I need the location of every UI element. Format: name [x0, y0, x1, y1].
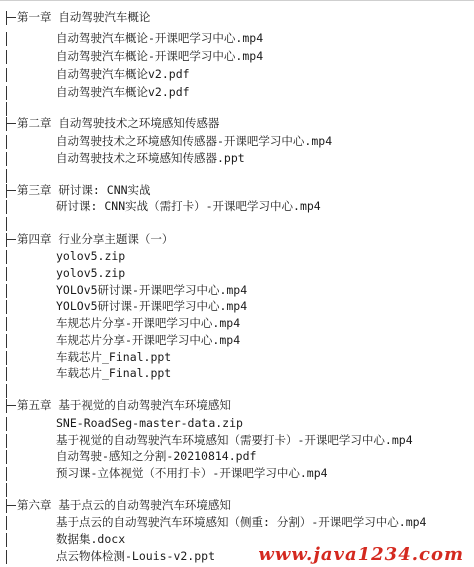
tree-branch-line: [6, 384, 7, 398]
file-name: 预习课-立体视觉（不用打卡）-开课吧学习中心.mp4: [56, 466, 328, 480]
tree-branch-line: [6, 399, 7, 413]
tree-branch-line: [6, 533, 7, 547]
tree-branch-line: [6, 334, 7, 348]
tree-branch-line: [6, 351, 7, 365]
tree-branch-line: [6, 267, 7, 281]
tree-branch-line: [6, 11, 7, 25]
tree-branch-line: [6, 152, 7, 166]
file-name: YOLOv5研讨课-开课吧学习中心.mp4: [56, 283, 248, 297]
tree-branch-line: [6, 367, 7, 381]
tree-branch-line: [6, 483, 7, 497]
file-name: 车规芯片分享-开课吧学习中心.mp4: [56, 316, 241, 330]
file-name: 点云物体检测-Louis-v2.ppt: [56, 549, 216, 563]
file-name: 自动驾驶汽车概论v2.pdf: [56, 67, 190, 81]
file-name: 自动驾驶技术之环境感知传感器.ppt: [56, 151, 245, 165]
file-name: 自动驾驶汽车概论-开课吧学习中心.mp4: [56, 31, 264, 45]
tree-branch-line: [6, 68, 7, 82]
chapter-title: 第四章 行业分享主题课（一）: [17, 232, 174, 246]
file-name: 自动驾驶汽车概论-开课吧学习中心.mp4: [56, 49, 264, 63]
file-name: 车载芯片_Final.ppt: [56, 366, 172, 380]
tree-branch-line: [6, 300, 7, 314]
tree-branch-line: [6, 50, 7, 64]
chapter-title: 第六章 基于点云的自动驾驶汽车环境感知: [17, 498, 231, 512]
chapter-title: 第五章 基于视觉的自动驾驶汽车环境感知: [17, 398, 231, 412]
tree-branch-line: [6, 102, 7, 116]
tree-branch-line: [6, 505, 16, 506]
tree-branch-line: [6, 250, 7, 264]
file-name: 自动驾驶-感知之分割-20210814.pdf: [56, 449, 257, 463]
file-name: 数据集.docx: [56, 532, 126, 546]
tree-branch-line: [6, 499, 7, 513]
site-watermark: www.java1234.com: [258, 544, 464, 565]
chapter-title: 第二章 自动驾驶技术之环境感知传感器: [17, 116, 220, 130]
file-name: SNE-RoadSeg-master-data.zip: [56, 416, 243, 430]
tree-branch-line: [6, 32, 7, 46]
tree-branch-line: [6, 117, 7, 131]
tree-branch-line: [6, 467, 7, 481]
file-name: yolov5.zip: [56, 266, 126, 280]
chapter-title: 第三章 研讨课: CNN实战: [17, 183, 151, 197]
tree-branch-line: [6, 200, 7, 214]
tree-branch-line: [6, 417, 7, 431]
tree-branch-line: [6, 233, 7, 247]
tree-branch-line: [6, 190, 16, 191]
tree-branch-line: [6, 17, 16, 18]
tree-branch-line: [6, 184, 7, 198]
tree-branch-line: [6, 135, 7, 149]
file-name: 基于点云的自动驾驶汽车环境感知（侧重: 分割）-开课吧学习中心.mp4: [56, 515, 427, 529]
tree-branch-line: [6, 434, 7, 448]
file-name: 研讨课: CNN实战（需打卡）-开课吧学习中心.mp4: [56, 199, 321, 213]
file-name: 自动驾驶汽车概论v2.pdf: [56, 85, 190, 99]
file-name: YOLOv5研讨课-开课吧学习中心.mp4: [56, 299, 248, 313]
file-name: 自动驾驶技术之环境感知传感器-开课吧学习中心.mp4: [56, 134, 333, 148]
tree-branch-line: [6, 284, 7, 298]
tree-branch-line: [6, 405, 16, 406]
tree-branch-line: [6, 86, 7, 100]
tree-branch-line: [6, 239, 16, 240]
tree-branch-line: [6, 123, 16, 124]
chapter-title: 第一章 自动驾驶汽车概论: [17, 10, 151, 24]
tree-branch-line: [6, 317, 7, 331]
tree-branch-line: [6, 516, 7, 530]
file-name: yolov5.zip: [56, 249, 126, 263]
tree-branch-line: [6, 450, 7, 464]
file-name: 车规芯片分享-开课吧学习中心.mp4: [56, 333, 241, 347]
tree-branch-line: [6, 550, 7, 564]
file-name: 车载芯片_Final.ppt: [56, 350, 172, 364]
tree-branch-line: [6, 169, 7, 183]
file-name: 基于视觉的自动驾驶汽车环境感知（需要打卡）-开课吧学习中心.mp4: [56, 433, 413, 447]
tree-branch-line: [6, 217, 7, 231]
